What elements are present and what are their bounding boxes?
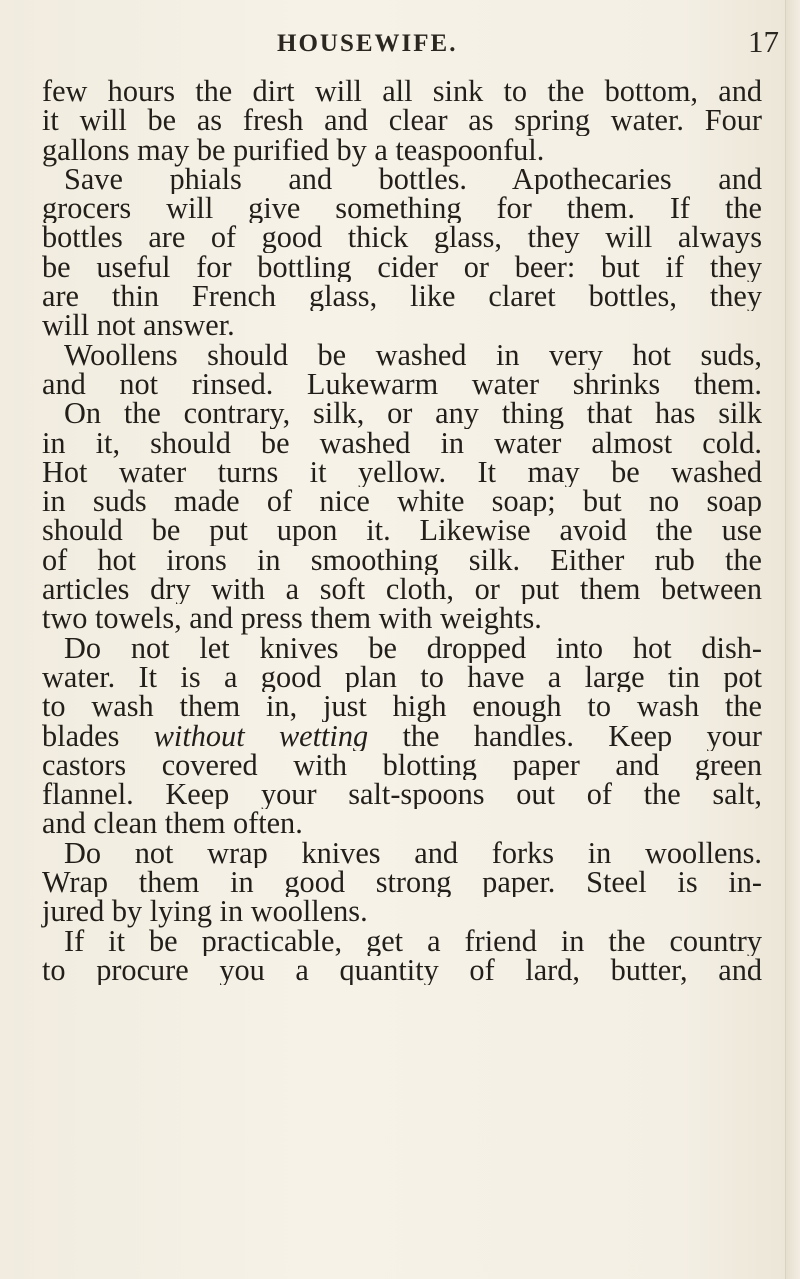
text-fragment: blades: [42, 721, 154, 751]
text-line: On the contrary, silk, or any thing that has silk: [64, 399, 762, 429]
text-line: Hot water turns it yellow. It may be washed: [42, 457, 762, 488]
text-line: Woollens should be washed in very hot suds,: [64, 340, 762, 370]
text-line: should be put upon it. Likewise avoid the use: [42, 516, 762, 546]
text-line: are thin French glass, like claret bottles, they: [42, 282, 762, 312]
text-line: of hot irons in smoothing silk. Either rub the: [42, 545, 762, 576]
text-line: Wrap them in good strong paper. Steel is in-: [42, 868, 762, 898]
text-line: few hours the dirt will all sink to the bottom, and: [42, 77, 762, 107]
text-line: castors covered with blotting paper and green: [42, 750, 762, 781]
page-header: [0, 24, 800, 68]
text-line: be useful for bottling cider or beer: but if they: [42, 252, 762, 283]
text-line: two towels, and press them with weights.: [42, 601, 542, 636]
text-line: Save phials and bottles. Apothecaries and: [64, 164, 762, 195]
text-line: Do not wrap knives and forks in woollens.: [64, 838, 762, 869]
text-line: jured by lying in woollens.: [42, 894, 368, 929]
text-line: and clean them often.: [42, 806, 303, 841]
text-line: to procure you a quantity of lard, butter, and: [42, 955, 762, 986]
text-line: gallons may be purified by a teaspoonful.: [42, 132, 545, 167]
page-edge: [785, 0, 800, 1279]
text-line: in it, should be washed in water almost cold.: [42, 428, 762, 458]
text-line: Do not let knives be dropped into hot dish-: [64, 633, 762, 663]
text-line: If it be practicable, get a friend in the country: [64, 926, 762, 956]
italic-phrase: without wetting: [153, 721, 369, 751]
text-line: articles dry with a soft cloth, or put them between: [42, 575, 762, 605]
body-text: [42, 77, 762, 985]
text-line: to wash them in, just high enough to wash the: [42, 692, 762, 722]
text-line: will not answer.: [42, 308, 235, 343]
running-head: HOUSEWIFE.: [277, 30, 458, 57]
text-line: water. It is a good plan to have a large tin pot: [42, 662, 762, 693]
page-number: 17: [748, 24, 779, 59]
text-fragment: the handles. Keep your: [368, 721, 762, 751]
text-line: in suds made of nice white soap; but no soap: [42, 487, 762, 517]
text-line: flannel. Keep your salt-spoons out of the salt,: [42, 780, 762, 810]
text-line: and not rinsed. Lukewarm water shrinks them.: [42, 369, 762, 400]
text-line: it will be as fresh and clear as spring water. Four: [42, 106, 762, 136]
text-line: grocers will give something for them. If the: [42, 194, 762, 224]
text-line-with-italic: [42, 722, 762, 751]
text-line: bottles are of good thick glass, they will always: [42, 223, 762, 253]
